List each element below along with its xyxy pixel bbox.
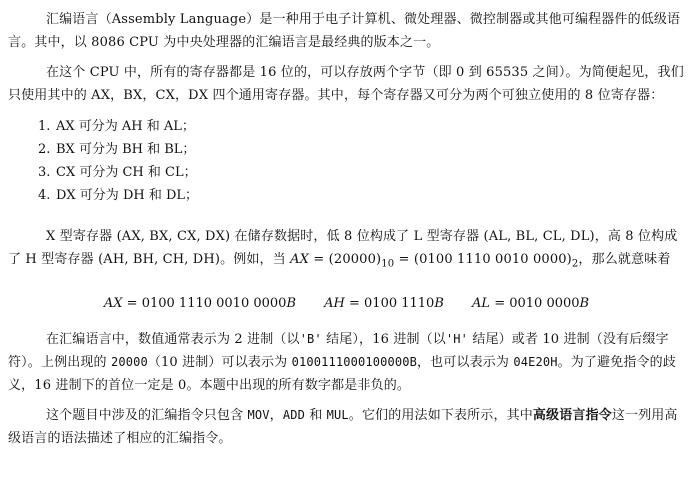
paragraph-tail: ，那么就意味着 [578,252,671,267]
list-item [8,138,685,161]
register-equation [8,292,685,316]
math-equals-binary: = (0100 1110 0010 0000) [394,252,572,267]
code-hex-value: 04E20H [513,354,558,369]
paragraph-number-formats [8,328,685,397]
paragraph-text: 这一列用高级语言的语法描述了相应的汇编指令。 [8,407,678,446]
equation-ah-value: = 0100 1110 [344,295,435,311]
paragraph-text: 和 [304,407,327,423]
bold-term: 高级语言指令 [532,407,612,423]
equation-ax-label: AX [103,295,123,311]
paragraph-instructions [8,404,685,450]
list-item-text: CX 可分为 CH 和 CL； [56,165,197,180]
list-item-text: DX 可分为 DH 和 DL； [56,188,199,203]
list-item-number: 3. [38,165,51,180]
paragraph-text: X 型寄存器 (AX, BX, CX, DX) 在储存数据时，低 8 位构成了 L 型寄存器 (AL, BL, CL, DL)，高 8 位构成了 H 型寄存器 (AH, BH, CH, DH)。例如，当 [8,229,678,267]
list-item-text: BX 可分为 BH 和 BL； [56,142,196,157]
subscript-2: 2 [571,258,579,270]
code-mov: MOV [247,407,270,422]
code-hex-suffix: 'H' [445,331,469,346]
equation-ax [104,296,296,311]
equation-al [472,296,589,311]
paragraph-text: 结尾），16 进制（以 [321,331,446,347]
code-decimal-value: 20000 [110,354,148,369]
list-item [8,161,685,184]
equation-al-suffix: B [579,295,590,311]
paragraph-registers: 在这个 CPU 中，所有的寄存器都是 16 位的，可以存放两个字节（即 0 到 65535 之间）。为简便起见，我们只使用其中的 AX，BX，CX，DX 四个通用寄存器。其中，每个寄存器又可分为两个可独立使用的 8 位寄存器： [8,65,684,103]
list-item [8,115,685,138]
list-item-number: 2. [38,142,51,157]
paragraph-register-structure [8,225,685,276]
equation-al-value: = 0010 0000 [490,295,580,311]
paragraph-text: 。它们的用法如下表所示，其中 [348,407,533,423]
paragraph-text: 。为了避免指令的歧义，16 进制下的首位一定是 0。本题中出现的所有数字都是非负的。 [8,354,676,393]
paragraph-text: ，也可以表示为 [417,354,514,370]
code-add: ADD [282,407,305,422]
subscript-10: 10 [381,258,395,270]
equation-ax-value: = 0100 1110 0010 0000 [122,295,287,311]
paragraph-text: 这个题目中涉及的汇编指令只包含 [46,407,248,423]
math-equals-decimal: = (20000) [309,252,382,267]
paragraph-text: （10 进制）可以表示为 [147,354,292,370]
code-mul: MUL [326,407,349,422]
code-binary-value: 0100111000100000B [291,354,417,369]
code-binary-suffix: 'B' [299,331,322,346]
paragraph-text: 结尾）或者 10 进制（没有后缀字符）。上例出现的 [8,331,669,370]
list-item-text: AX 可分为 AH 和 AL； [56,119,195,134]
list-item [8,184,685,207]
paragraph-text: 在汇编语言中，数值通常表示为 2 进制（以 [46,331,300,347]
list-item-number: 4. [38,188,51,203]
list-item-number: 1. [38,119,51,134]
paragraph-separator: ， [269,407,283,423]
equation-al-label: AL [472,295,491,311]
equation-ax-suffix: B [286,295,296,311]
equation-ah-label: AH [324,295,345,311]
register-list [8,115,685,207]
math-ax: AX [290,252,310,267]
equation-ah [324,296,444,311]
paragraph-intro: 汇编语言（Assembly Language）是一种用于电子计算机、微处理器、微控制器或其他可编程器件的低级语言。其中，以 8086 CPU 为中央处理器的汇编语言是最经典的版本之一。 [8,12,681,50]
equation-ah-suffix: B [434,295,444,311]
